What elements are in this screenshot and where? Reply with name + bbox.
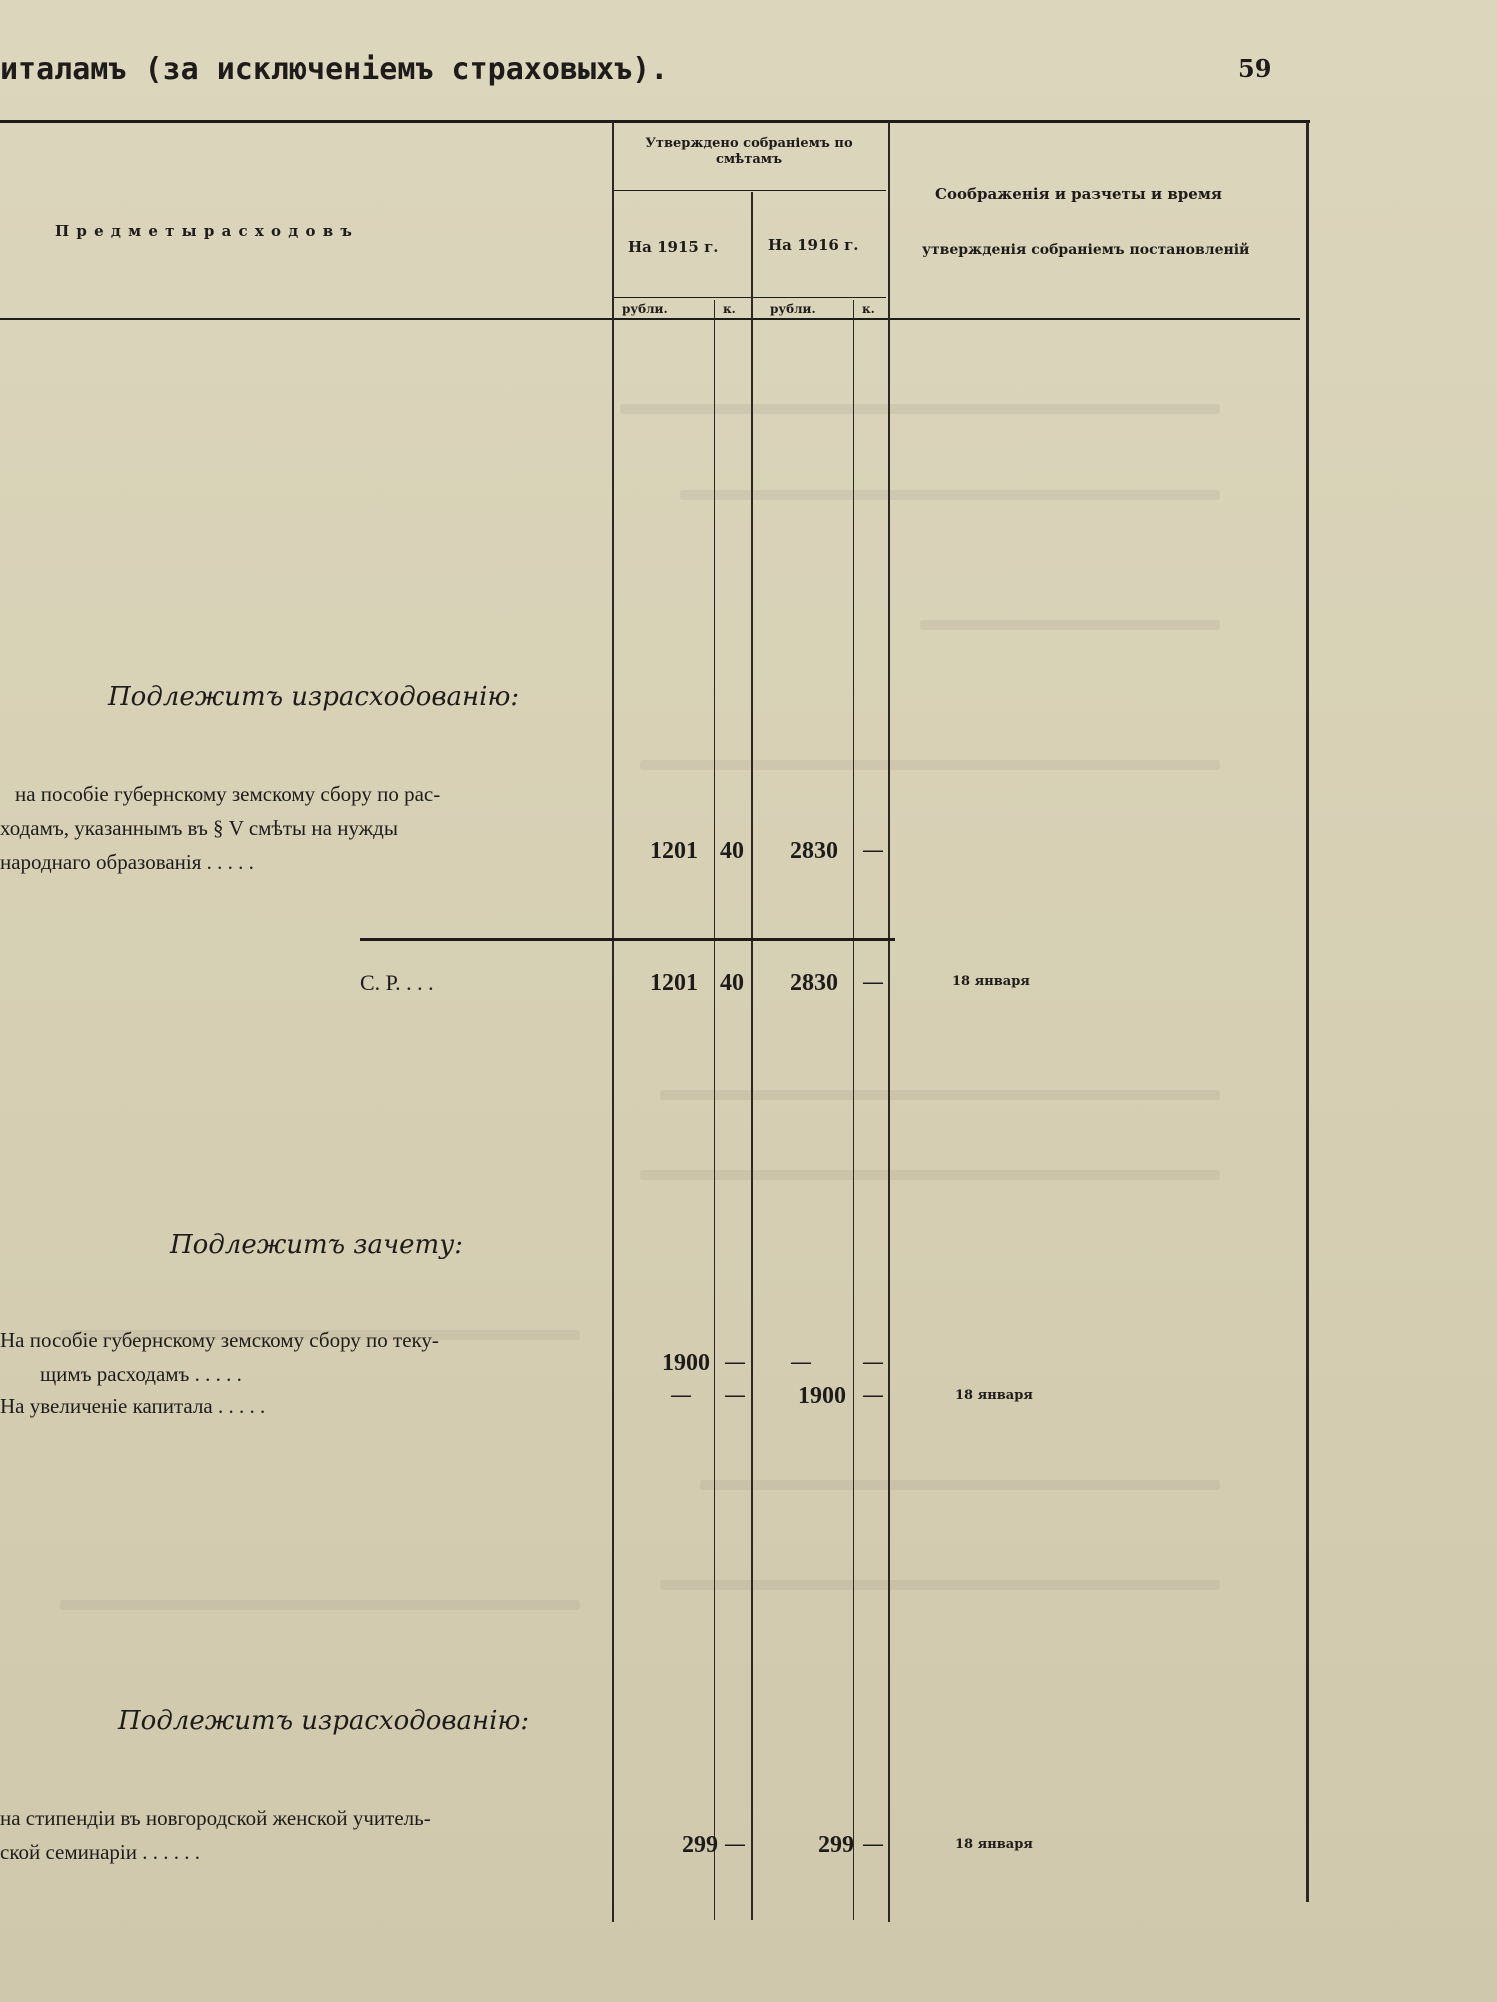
bleed-through-trace <box>660 1580 1220 1590</box>
bleed-through-trace <box>640 1170 1220 1180</box>
item-text-line: ской семинаріи . . . . . . <box>0 1840 201 1864</box>
item-text-line: на стипендіи въ новгородской женской учитель- <box>0 1806 431 1830</box>
unit-kop-1916: к. <box>862 302 875 316</box>
bleed-through-trace <box>620 404 1220 414</box>
unit-rub-1916: рубли. <box>770 302 816 316</box>
subtotal-label: С. Р. . . . <box>360 970 434 995</box>
table-top-rule <box>0 120 1310 123</box>
table-right-rule <box>1306 122 1309 1902</box>
amount-1915-rub: 1900 <box>662 1350 710 1376</box>
section-heading: Подлежитъ зачету: <box>170 1230 464 1260</box>
subtotal-1916-rub: 2830 <box>790 970 838 996</box>
amount-1915-kop: — <box>724 1832 746 1857</box>
bleed-through-trace <box>920 620 1220 630</box>
column-rule <box>853 300 854 1920</box>
approved-group-rule <box>612 190 886 191</box>
subtotal-rule <box>360 938 895 941</box>
items-column-header: П р е д м е т ы р а с х о д о в ъ <box>55 222 353 240</box>
amount-1916-rub: — <box>790 1350 812 1375</box>
unit-kop-1915: к. <box>723 302 736 316</box>
amount-1916-rub: 1900 <box>798 1383 846 1409</box>
remark-date: 18 января <box>955 1837 1033 1852</box>
remarks-header-line1: Соображенія и разчеты и время <box>935 185 1222 203</box>
section-heading: Подлежитъ израсходованію: <box>108 682 520 712</box>
table-header-rule <box>0 318 1300 320</box>
page-number: 59 <box>1238 54 1272 83</box>
subtotal-1915-rub: 1201 <box>650 970 698 996</box>
amount-1915-kop: — <box>724 1383 746 1408</box>
column-rule <box>888 122 890 1922</box>
item-text-line: На увеличеніе капитала . . . . . <box>0 1394 266 1418</box>
approved-group-header: Утверждено собраніемъ по смѣтамъ <box>645 136 853 167</box>
amount-1916-kop: — <box>862 1383 884 1408</box>
item-text-line: на пособіе губернскому земскому сбору по рас- <box>15 782 441 806</box>
remarks-header-line2: утвержденія собраніемъ постановленій <box>922 242 1250 258</box>
remark-date: 18 января <box>955 1388 1033 1403</box>
bleed-through-trace <box>660 1090 1220 1100</box>
unit-rub-1915: рубли. <box>622 302 668 316</box>
amount-1915-kop: 40 <box>720 838 744 864</box>
amount-1916-kop: — <box>862 1350 884 1375</box>
item-text-line: щимъ расходамъ . . . . . <box>40 1362 242 1386</box>
item-text-line: народнаго образованія . . . . . <box>0 850 254 874</box>
amount-1916-kop: — <box>862 838 884 863</box>
subtotal-1915-kop: 40 <box>720 970 744 996</box>
year-1915-header: На 1915 г. <box>628 238 719 256</box>
column-rule <box>612 122 614 1922</box>
amount-1915-rub: — <box>670 1383 692 1408</box>
remark-date: 18 января <box>952 974 1030 989</box>
year-1916-header: На 1916 г. <box>768 236 859 254</box>
column-rule <box>751 192 753 1920</box>
item-text-line: ходамъ, указаннымъ въ § V смѣты на нужды <box>0 816 398 840</box>
amount-1915-rub: 299 <box>682 1832 718 1858</box>
bleed-through-trace <box>700 1480 1220 1490</box>
amount-1916-rub: 299 <box>818 1832 854 1858</box>
section-heading: Подлежитъ израсходованію: <box>118 1706 530 1736</box>
amount-1915-rub: 1201 <box>650 838 698 864</box>
unit-rule <box>612 297 886 298</box>
bleed-through-trace <box>60 1600 580 1610</box>
running-title: италамъ (за исключеніемъ страховыхъ). <box>0 52 669 87</box>
item-text-line: На пособіе губернскому земскому сбору по теку- <box>0 1328 439 1352</box>
bleed-through-trace <box>680 490 1220 500</box>
bleed-through-trace <box>640 760 1220 770</box>
column-rule <box>714 300 715 1920</box>
amount-1915-kop: — <box>724 1350 746 1375</box>
amount-1916-rub: 2830 <box>790 838 838 864</box>
amount-1916-kop: — <box>862 1832 884 1857</box>
subtotal-1916-kop: — <box>862 970 884 995</box>
